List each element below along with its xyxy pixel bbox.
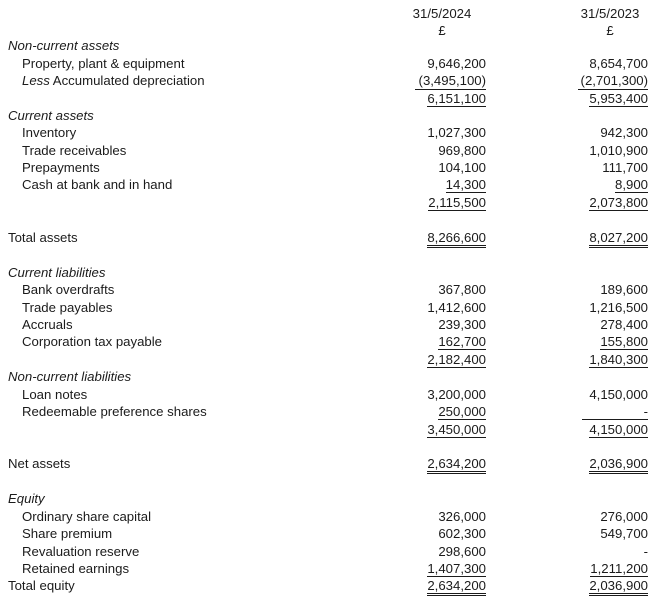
total-equity-label: Total equity — [8, 578, 75, 593]
col-2024-date: 31/5/2024 — [412, 6, 472, 21]
total-equity-2024: 2,634,200 — [427, 578, 486, 596]
ncliab-item-2024: 3,200,000 — [427, 387, 486, 402]
equity-item-2024: 326,000 — [438, 509, 486, 524]
ncassets-total-2024: 6,151,100 — [427, 91, 486, 106]
ncassets-rule-2024 — [415, 89, 486, 90]
ppe-2024: 9,646,200 — [427, 56, 486, 71]
cliab-item-2023: 278,400 — [600, 317, 648, 332]
cassets-title: Current assets — [8, 108, 94, 123]
cliab-item-2024: 367,800 — [438, 282, 486, 297]
ncassets-total-2023: 5,953,400 — [589, 91, 648, 106]
ncliab-item-2024: 250,000 — [438, 404, 486, 419]
cassets-item-label: Inventory — [22, 125, 77, 140]
ncliab-item-2023: 4,150,000 — [589, 387, 648, 402]
equity-item-2023: - — [643, 544, 648, 559]
equity-item-2023: 549,700 — [600, 526, 648, 541]
cliab-item-2023: 155,800 — [600, 334, 648, 349]
cliab-total-2023: 1,840,300 — [589, 352, 648, 367]
ncliab-item-2023: - — [582, 404, 648, 420]
net-assets-label: Net assets — [8, 456, 71, 471]
equity-item-2023: 1,211,200 — [590, 561, 648, 576]
cassets-item-2024: 969,800 — [438, 143, 486, 158]
cassets-item-2023: 942,300 — [600, 125, 648, 140]
dep-prefix: Less — [22, 73, 50, 88]
col-2023-currency: £ — [606, 23, 614, 38]
equity-item-2023: 276,000 — [600, 509, 648, 524]
cassets-item-2024: 104,100 — [438, 160, 486, 175]
dep-label: Accumulated depreciation — [52, 73, 205, 88]
cliab-title: Current liabilities — [8, 265, 106, 280]
cassets-item-2023: 8,900 — [614, 177, 648, 192]
cassets-item-label: Cash at bank and in hand — [22, 177, 173, 192]
cliab-item-2024: 239,300 — [438, 317, 486, 332]
cassets-item-2023: 111,700 — [602, 160, 648, 175]
cliab-item-label: Bank overdrafts — [22, 282, 115, 297]
ncliab-item-label: Redeemable preference shares — [22, 404, 207, 419]
total-assets-2024: 8,266,600 — [427, 230, 486, 248]
dep-2024: (3,495,100) — [418, 73, 486, 88]
ncliab-item-label: Loan notes — [22, 387, 88, 402]
dep-label-row — [22, 73, 205, 88]
cassets-item-label: Trade receivables — [22, 143, 127, 158]
net-assets-2024: 2,634,200 — [427, 456, 486, 474]
ncliab-total-2024: 3,450,000 — [427, 422, 486, 437]
col-2024-currency: £ — [438, 23, 446, 38]
ncassets-rule-2023 — [578, 89, 648, 90]
cassets-item-2024: 14,300 — [445, 177, 486, 192]
total-assets-label: Total assets — [8, 230, 78, 245]
ncliab-total-2023: 4,150,000 — [589, 422, 648, 437]
equity-item-label: Ordinary share capital — [22, 509, 152, 524]
equity-item-label: Revaluation reserve — [22, 544, 140, 559]
cassets-total-2024: 2,115,500 — [428, 195, 486, 210]
cliab-item-2024: 1,412,600 — [427, 300, 486, 315]
cliab-item-label: Trade payables — [22, 300, 113, 315]
col-2023-date: 31/5/2023 — [580, 6, 640, 21]
equity-item-label: Retained earnings — [22, 561, 130, 576]
dep-2023: (2,701,300) — [580, 73, 648, 88]
cassets-item-2024: 1,027,300 — [427, 125, 486, 140]
equity-item-label: Share premium — [22, 526, 113, 541]
cassets-total-2023: 2,073,800 — [589, 195, 648, 210]
cliab-item-2024: 162,700 — [438, 334, 486, 349]
ncliab-title: Non-current liabilities — [8, 369, 132, 384]
ppe-label: Property, plant & equipment — [22, 56, 185, 71]
equity-item-2024: 1,407,300 — [427, 561, 486, 576]
total-assets-2023: 8,027,200 — [589, 230, 648, 248]
net-assets-2023: 2,036,900 — [589, 456, 648, 474]
cassets-item-2023: 1,010,900 — [589, 143, 648, 158]
equity-item-2024: 298,600 — [438, 544, 486, 559]
ncassets-title: Non-current assets — [8, 38, 120, 53]
ppe-2023: 8,654,700 — [589, 56, 648, 71]
cassets-item-label: Prepayments — [22, 160, 100, 175]
cliab-item-2023: 189,600 — [600, 282, 648, 297]
cliab-total-2024: 2,182,400 — [427, 352, 486, 367]
cliab-item-label: Accruals — [22, 317, 73, 332]
cliab-item-label: Corporation tax payable — [22, 334, 163, 349]
equity-title: Equity — [8, 491, 45, 506]
total-equity-2023: 2,036,900 — [589, 578, 648, 596]
equity-item-2024: 602,300 — [438, 526, 486, 541]
cliab-item-2023: 1,216,500 — [589, 300, 648, 315]
